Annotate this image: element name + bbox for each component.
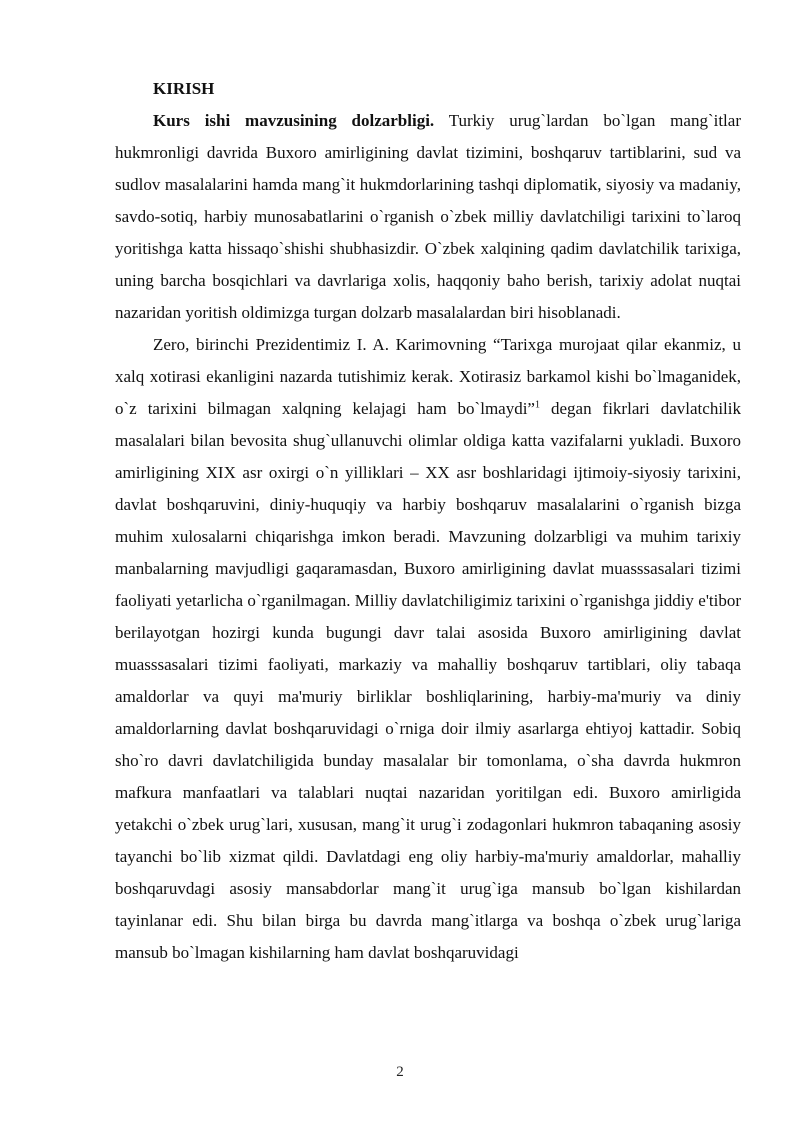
section-heading: KIRISH [153,79,215,98]
paragraph-text: Turkiy urug`lardan bo`lgan mang`itlar hukmronligi davrida Buxoro amirligining davlat tizimini, boshqaruv tartiblarini, sud va sudlov masalalarini hamda mang`it hukmdorlarining tashqi diplomatik, siyosiy va madaniy, savdo-sotiq, harbiy munosabatlarini o`rganish o`zbek milliy davlatchiligi tarixini to`laroq yoritishga katta hissaqo`shishi shubhasizdir. O`zbek xalqining qadim davlatchilik tarixiga, uning barcha bosqichlari va davrlariga xolis, haqqoniy baho berish, tarixiy adolat nuqtai nazaridan yoritish oldimizga turgan dolzarb masalalardan biri hisoblanadi. [115,111,741,322]
paragraph-lead: Kurs ishi mavzusining dolzarbligi. [153,111,435,130]
page-body [115,73,741,969]
quote-text: Zero, birinchi Prezidentimiz I. A. Karimovning “Tarixga murojaat qilar ekanmiz, u xalq xotirasi ekanligini nazarda tutishimiz kerak. Xotirasiz barkamol kishi bo`lmaganidek, o`z tarixini bilmagan xalqning kelajagi ham bo`lmaydi” [115,335,741,418]
paragraph-relevance [115,105,741,329]
paragraph-continuation: degan fikrlari davlatchilik masalalari bilan bevosita shug`ullanuvchi olimlar oldiga katta vazifalarni yukladi. Buxoro amirligining XIX asr oxirgi o`n yilliklari – XX asr boshlaridagi ijtimoiy-siyosiy tarixini, davlat boshqaruvini, diniy-huquqiy va harbiy boshqaruv masalalarini o`rganish bizga muhim xulosalarni chiqarishga imkon beradi. Mavzuning dolzarbligi va muhim tarixiy manbalarning mavjudligi gaqaramasdan, Buxoro amirligining davlat muasssasalari tizimi faoliyati yetarlicha o`rganilmagan. Milliy davlatchiligimiz tarixini o`rganishga jiddiy e'tibor berilayotgan hozirgi kunda bugungi davr talai asosida Buxoro amirligining davlat muasssasalari tizimi faoliyati, markaziy va mahalliy boshqaruv tartiblari, oliy tabaqa amaldorlar va quyi ma'muriy birliklar boshliqlarining, harbiy-ma'muriy va diniy amaldorlarning davlat boshqaruvidagi o`rniga doir ilmiy asarlarga ehtiyoj kattadir. Sobiq sho`ro davri davlatchiligida bunday masalalar bir tomonlama, o`sha davrda hukmron mafkura manfaatlari va talablari nuqtai nazaridan yoritilgan edi. Buxoro amirligida yetakchi o`zbek urug`lari, xususan, mang`it urug`i zodagonlari hukmron tabaqaning asosiy tayanchi bo`lib xizmat qildi. Davlatdagi eng oliy harbiy-ma'muriy amaldorlar, mahalliy boshqaruvdagi asosiy mansabdorlar mang`it urug`iga mansub bo`lgan kishilardan tayinlanar edi. Shu bilan birga bu davrda mang`itlarga va boshqa o`zbek urug`lariga mansub bo`lmagan kishilarning ham davlat boshqaruvidagi [115,399,741,962]
footnote-reference[interactable]: 1 [534,399,540,411]
paragraph-quote [115,329,741,969]
page-number: 2 [396,1064,404,1080]
